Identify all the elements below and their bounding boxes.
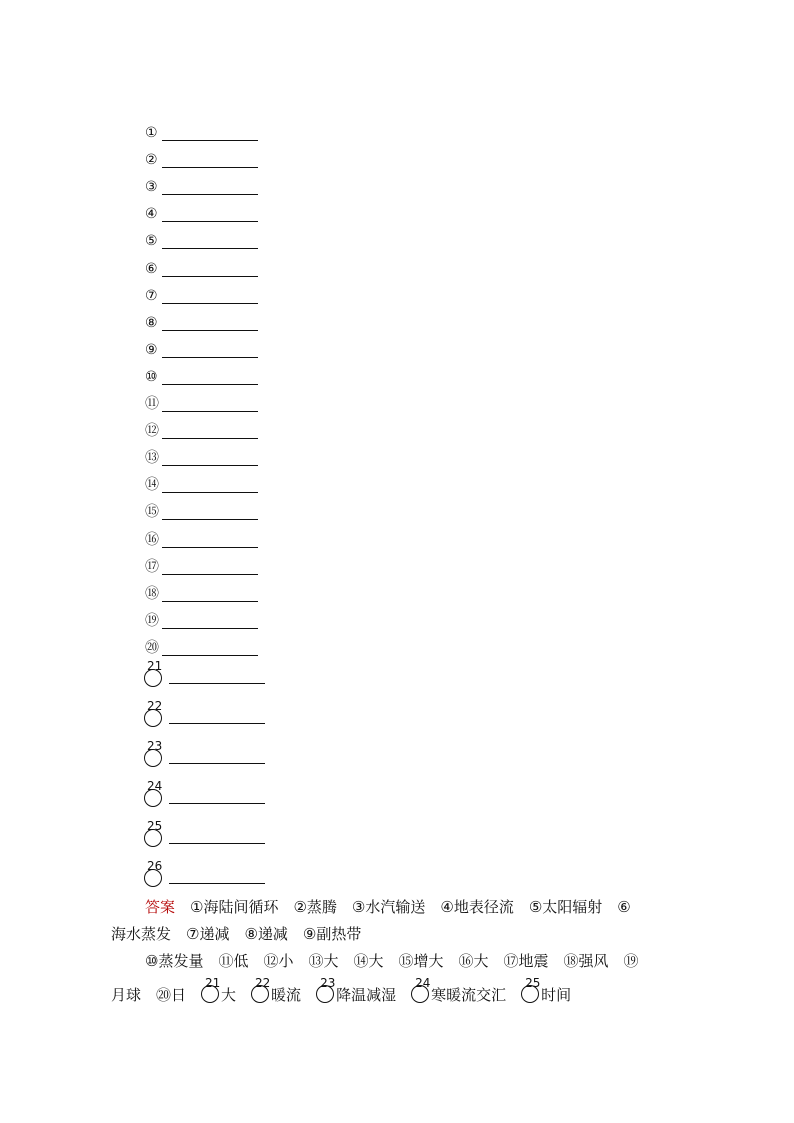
blank-line[interactable]: [162, 262, 258, 277]
blank-row: [145, 311, 258, 331]
answer-line-3: [145, 951, 638, 971]
blank-number: ⑯: [145, 531, 159, 548]
blank-row: [145, 229, 258, 249]
circled-number: 21: [147, 659, 163, 673]
blank-number: ⑫: [145, 423, 159, 440]
answer-item-text: 时间: [541, 986, 572, 1004]
blank-row: [145, 555, 258, 575]
blank-row: [145, 446, 258, 466]
circled-number: 22: [147, 699, 163, 713]
blank-line[interactable]: [162, 126, 258, 141]
blank-number: ②: [145, 152, 158, 169]
blank-row: [145, 365, 258, 385]
circled-number: 24: [147, 779, 163, 793]
blank-line[interactable]: [162, 180, 258, 195]
answer-line-2: [111, 924, 361, 944]
blank-line[interactable]: [162, 397, 258, 412]
answer-text-1: ①海陆间循环 ②蒸腾 ③水汽输送 ④地表径流 ⑤太阳辐射 ⑥: [190, 898, 631, 916]
blank-number: ⑱: [145, 585, 159, 602]
circled-number: 23: [147, 739, 163, 753]
blank-number: ⑨: [145, 341, 158, 358]
blank-number: ⑪: [145, 396, 159, 412]
blank-row: [145, 121, 258, 141]
blank-number: ⑰: [145, 558, 159, 575]
answer-line-4: [111, 976, 572, 1005]
blank-line[interactable]: [169, 803, 265, 804]
answer-circled-number: 25: [525, 976, 541, 990]
blank-row: [145, 500, 258, 520]
answer-text-2: 海水蒸发 ⑦递减 ⑧递减 ⑨副热带: [111, 925, 362, 943]
blank-line[interactable]: [162, 533, 258, 548]
answer-text-4: 月球 ⑳日: [111, 986, 202, 1004]
answer-circle-mark: [201, 976, 221, 1003]
answer-circle-mark: [521, 976, 541, 1003]
blank-number: ⑩: [145, 368, 158, 385]
blank-number: ⑬: [145, 450, 159, 467]
answer-text-3: ⑩蒸发量 ⑪低 ⑫小 ⑬大 ⑭大 ⑮增大 ⑯大 ⑰地震 ⑱强风 ⑲: [145, 952, 639, 970]
blank-number: ①: [145, 125, 158, 141]
blank-line[interactable]: [162, 343, 258, 358]
blank-line[interactable]: [162, 451, 258, 466]
answer-item-text: 暖流: [271, 986, 302, 1004]
blank-row: [145, 473, 258, 493]
blank-line[interactable]: [162, 424, 258, 439]
blank-number: ⑮: [145, 504, 159, 521]
blank-number: ⑦: [145, 287, 158, 304]
blank-row: [145, 175, 258, 195]
blank-line[interactable]: [162, 153, 258, 168]
answer-line-1: [145, 897, 631, 917]
circled-number: 25: [147, 819, 163, 833]
blank-row: [145, 338, 258, 358]
blank-row: [145, 257, 258, 277]
answer-label: 答案: [145, 898, 176, 916]
answer-item-text: 降温减湿: [336, 986, 397, 1004]
answer-circled-number: 22: [255, 976, 271, 990]
blank-row: [145, 528, 258, 548]
blank-line[interactable]: [169, 883, 265, 884]
blank-line[interactable]: [162, 289, 258, 304]
blank-row: [145, 636, 258, 656]
blank-row: [145, 148, 258, 168]
blank-number: ⑥: [145, 260, 158, 277]
answer-circled-items: [201, 976, 572, 1004]
answer-item-text: 大: [221, 986, 237, 1004]
answer-circled-number: 24: [415, 976, 431, 990]
blank-row: [145, 392, 258, 412]
blank-line[interactable]: [162, 234, 258, 249]
blank-row: [145, 582, 258, 602]
answer-item-text: 寒暖流交汇: [431, 986, 507, 1004]
blank-line[interactable]: [162, 478, 258, 493]
blank-number: ⑲: [145, 612, 159, 629]
answer-circled-number: 23: [320, 976, 336, 990]
answer-circle-mark: [411, 976, 431, 1003]
blank-row: [145, 202, 258, 222]
blank-number: ⑭: [145, 477, 159, 494]
blank-line[interactable]: [162, 316, 258, 331]
circled-number: 26: [147, 859, 163, 873]
blank-row: [145, 609, 258, 629]
blank-line[interactable]: [169, 723, 265, 724]
answer-circle-mark: [316, 976, 336, 1003]
answer-circle-mark: [251, 976, 271, 1003]
blank-line[interactable]: [162, 641, 258, 656]
blank-line[interactable]: [169, 843, 265, 844]
blank-number: ⑧: [145, 314, 158, 331]
blank-number: ⑳: [145, 639, 159, 656]
blank-row: [145, 419, 258, 439]
blank-line[interactable]: [169, 683, 265, 684]
blank-line[interactable]: [162, 505, 258, 520]
blank-line[interactable]: [162, 370, 258, 385]
blank-line[interactable]: [162, 560, 258, 575]
blank-line[interactable]: [162, 614, 258, 629]
blank-line[interactable]: [169, 763, 265, 764]
blank-line[interactable]: [162, 587, 258, 602]
blank-number: ④: [145, 206, 158, 223]
blank-row: [145, 284, 258, 304]
blank-number: ③: [145, 179, 158, 196]
blank-line[interactable]: [162, 207, 258, 222]
answer-circled-number: 21: [205, 976, 221, 990]
blank-number: ⑤: [145, 233, 158, 250]
